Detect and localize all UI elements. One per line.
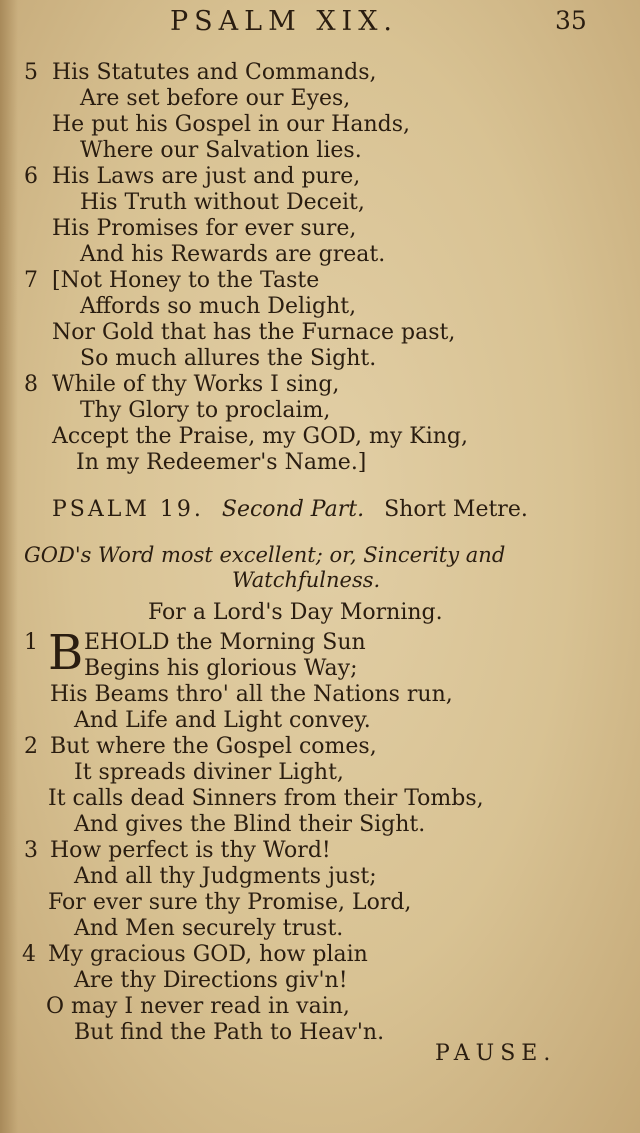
- verse-line: In my Redeemer's Name.]: [76, 450, 367, 475]
- verse-line: Thy Glory to proclaim,: [80, 398, 331, 423]
- occasion-line: For a Lord's Day Morning.: [148, 600, 443, 625]
- stanza-number: 5: [24, 60, 38, 85]
- running-title: PSALM XIX.: [170, 6, 399, 37]
- verse-line: Where our Salvation lies.: [80, 138, 362, 163]
- verse-line: But where the Gospel comes,: [50, 734, 377, 759]
- verse-line: How perfect is thy Word!: [50, 838, 331, 863]
- section-heading: [52, 497, 528, 522]
- verse-line: Nor Gold that has the Furnace past,: [52, 320, 456, 345]
- verse-line: For ever sure thy Promise, Lord,: [48, 890, 412, 915]
- verse-line: And his Rewards are great.: [80, 242, 386, 267]
- metre-label: Short Metre.: [384, 497, 528, 522]
- verse-line: O may I never read in vain,: [46, 994, 350, 1019]
- verse-line: Begins his glorious Way;: [84, 656, 358, 681]
- stanza-number: 3: [24, 838, 38, 863]
- page-header: [0, 2, 640, 38]
- verse-line: My gracious GOD, how plain: [48, 942, 368, 967]
- part-label: Second Part.: [221, 497, 365, 522]
- verse-line: His Truth without Deceit,: [80, 190, 365, 215]
- drop-cap: B: [48, 625, 84, 681]
- pause-marker: PAUSE.: [435, 1041, 557, 1066]
- verse-line: His Laws are just and pure,: [52, 164, 361, 189]
- subject-line: GOD's Word most excellent; or, Sincerity and: [24, 543, 506, 567]
- verse-line: His Promises for ever sure,: [52, 216, 357, 241]
- verse-line: But find the Path to Heav'n.: [74, 1020, 385, 1045]
- verse-line: His Beams thro' all the Nations run,: [50, 682, 453, 707]
- verse-line: [Not Honey to the Taste: [52, 268, 320, 293]
- stanza-number: 6: [24, 164, 38, 189]
- stanza-number: 1: [24, 630, 38, 655]
- subject-line: Watchfulness.: [232, 568, 381, 592]
- verse-line: While of thy Works I sing,: [52, 372, 340, 397]
- verse-line: And gives the Blind their Sight.: [74, 812, 426, 837]
- page-number: 35: [555, 6, 587, 35]
- verse-line: Are set before our Eyes,: [80, 86, 351, 111]
- verse-line: And all thy Judgments just;: [74, 864, 377, 889]
- verse-line: And Life and Light convey.: [74, 708, 371, 733]
- verse-line: He put his Gospel in our Hands,: [52, 112, 410, 137]
- stanza-number: 2: [24, 734, 38, 759]
- psalm-title: PSALM 19.: [52, 497, 204, 522]
- stanza-number: 4: [22, 942, 36, 967]
- verse-line: Accept the Praise, my GOD, my King,: [52, 424, 468, 449]
- verse-line: It spreads diviner Light,: [74, 760, 344, 785]
- verse-line: His Statutes and Commands,: [52, 60, 377, 85]
- stanza-number: 8: [24, 372, 38, 397]
- verse-line: Affords so much Delight,: [80, 294, 357, 319]
- verse-line: And Men securely trust.: [74, 916, 344, 941]
- verse-line: Are thy Directions giv'n!: [74, 968, 348, 993]
- stanza-number: 7: [24, 268, 38, 293]
- page-edge-shadow: [0, 0, 18, 1133]
- verse-line: So much allures the Sight.: [80, 346, 377, 371]
- verse-line: It calls dead Sinners from their Tombs,: [48, 786, 484, 811]
- verse-line: EHOLD the Morning Sun: [84, 630, 366, 655]
